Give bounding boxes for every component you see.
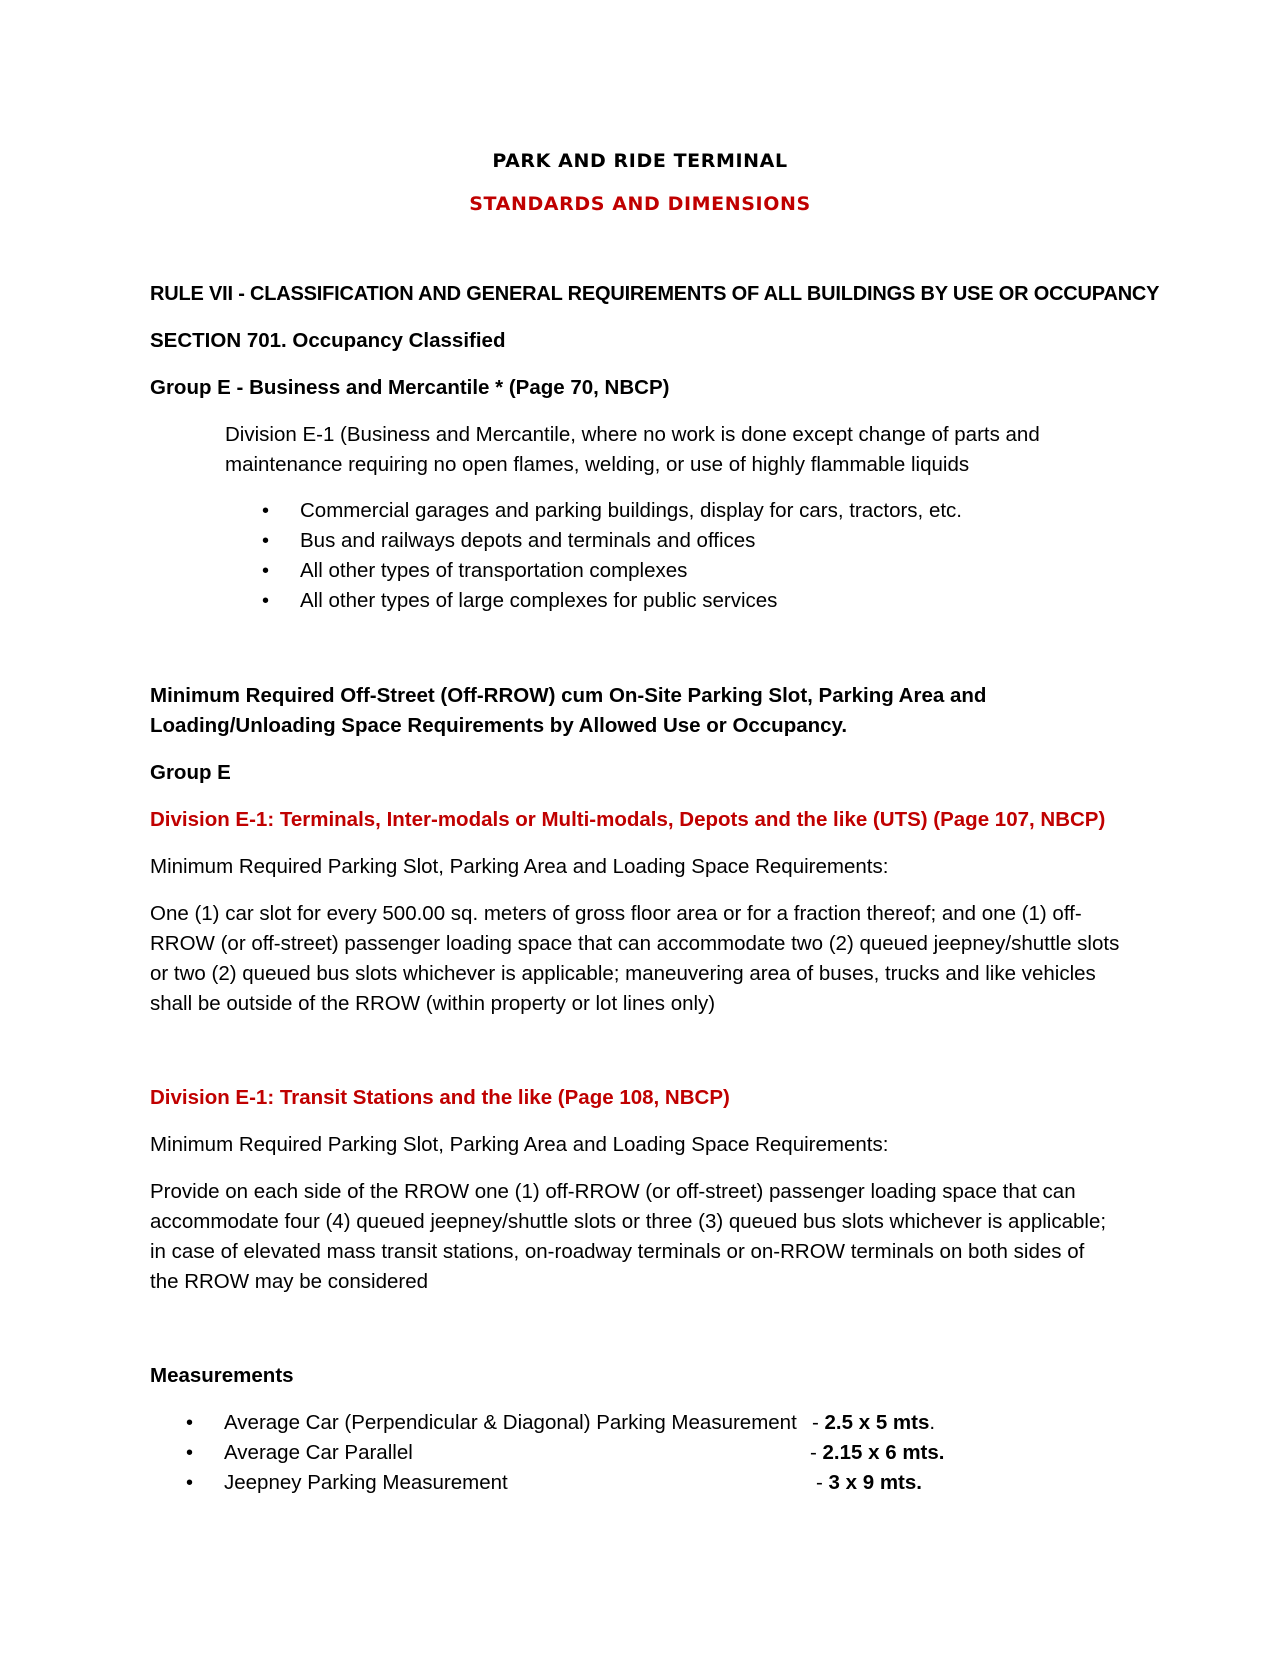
document-page: PARK AND RIDE TERMINAL STANDARDS AND DIMENSIONS RULE VII - CLASSIFICATION AND GENERAL REQUIREMENTS OF ALL BUILDINGS BY USE OR OCCUPANCY SECTION 701. Occupancy Classified Group E - Business and Mercantile * (Page 70, NBCP) Division E-1 (Business and Mercantile, where no work is done except change of parts and maintenance requiring no open flames, welding, or use of highly flammable liquids • Commercial garages and parking buildings, display for cars, tractors, etc. • Bus and railways depots and terminals and offices • All other types of transportation complexes • All other types of large complexes for public services Minimum Required Off-Street (Off-RROW) cum On-Site Parking Slot, Parking Area and Loading/Unloading Space Requirements by Allowed Use or Occupancy. Group E Division E-1: Terminals, Inter-modals or Multi-modals, Depots and the like (UTS) (Page 107, NBCP) Minimum Required Parking Slot, Parking Area and Loading Space Requirements: One (1) car slot for every 500.00 sq. meters of gross floor area or for a fraction thereof; and one (1) off-RROW (or off-street) passenger loading space that can accommodate two (2) queued jeepney/shuttle slots or two (2) queued bus slots whichever is applicable; maneuvering area of buses, trucks and like vehicles shall be outside of the RROW (within property or lot lines only) Division E-1: Transit Stations and the like (Page 108, NBCP) Minimum Required Parking Slot, Parking Area and Loading Space Requirements: Provide on each side of the RROW one (1) off-RROW (or off-street) passenger loading space that can accommodate four (4) queued jeepney/shuttle slots or three (3) queued bus slots whichever is applicable; in case of elevated mass transit stations, on-roadway terminals or on-RROW terminals on both sides of the RROW may be considered Measurements • Average Car (Perpendicular & Diagonal) Parking Measurement - 2.5 x 5 mts. • Average Car Parallel - 2.15 x 6 mts. • Jeepney Parking Measurement - 3 x 9 mts. <box>0 0 1280 1656</box>
bullet-icon: • <box>186 1472 194 1494</box>
measurements-heading: Measurements <box>150 1364 294 1387</box>
bullet-icon: • <box>262 590 270 612</box>
bullet-icon: • <box>186 1412 194 1434</box>
bullet-icon: • <box>262 530 270 552</box>
transit-text: Provide on each side of the RROW one (1) off-RROW (or off-street) passenger loading space that can accommodate four (4) queued jeepney/shuttle slots or three (3) queued bus slots whichever is applicable; in case of elevated mass transit stations, on-roadway terminals or on-RROW terminals on both sides of the RROW may be considered <box>150 1180 1107 1293</box>
measurement-value: 2.15 x 6 mts. <box>822 1441 945 1464</box>
bullet-icon: • <box>186 1442 194 1464</box>
terminals-text: One (1) car slot for every 500.00 sq. meters of gross floor area or for a fraction thereof; and one (1) off-RROW (or off-street) passenger loading space that can accommodate two (2) queued jeepney/shuttle slots or two (2) queued bus slots whichever is applicable; maneuvering area of buses, trucks and like vehicles shall be outside of the RROW (within property or lot lines only) <box>150 902 1120 1015</box>
group-heading: Group E - Business and Mercantile * (Page 70, NBCP) <box>150 376 670 399</box>
document-title: PARK AND RIDE TERMINAL <box>492 150 788 172</box>
terminals-label: Minimum Required Parking Slot, Parking Area and Loading Space Requirements: <box>150 855 889 878</box>
parking-heading: Minimum Required Off-Street (Off-RROW) cum On-Site Parking Slot, Parking Area and Loading/Unloading Space Requirements by Allowed Use or Occupancy. <box>150 684 987 737</box>
document-subtitle: STANDARDS AND DIMENSIONS <box>469 193 811 215</box>
measurement-value: 3 x 9 mts. <box>828 1471 922 1494</box>
group-e-heading: Group E <box>150 761 231 784</box>
terminals-title: Division E-1: Terminals, Inter-modals or Multi-modals, Depots and the like (UTS) (Page 107, NBCP) <box>150 808 1106 831</box>
rule-heading: RULE VII - CLASSIFICATION AND GENERAL REQUIREMENTS OF ALL BUILDINGS BY USE OR OCCUPANCY <box>150 283 1160 305</box>
transit-label: Minimum Required Parking Slot, Parking Area and Loading Space Requirements: <box>150 1133 889 1156</box>
division-description: Division E-1 (Business and Mercantile, where no work is done except change of parts and maintenance requiring no open flames, welding, or use of highly flammable liquids <box>225 423 1040 476</box>
transit-title: Division E-1: Transit Stations and the like (Page 108, NBCP) <box>150 1086 730 1109</box>
bullet-icon: • <box>262 560 270 582</box>
measurement-value: 2.5 x 5 mts <box>824 1411 930 1434</box>
section-heading: SECTION 701. Occupancy Classified <box>150 329 506 352</box>
bullet-icon: • <box>262 500 270 522</box>
